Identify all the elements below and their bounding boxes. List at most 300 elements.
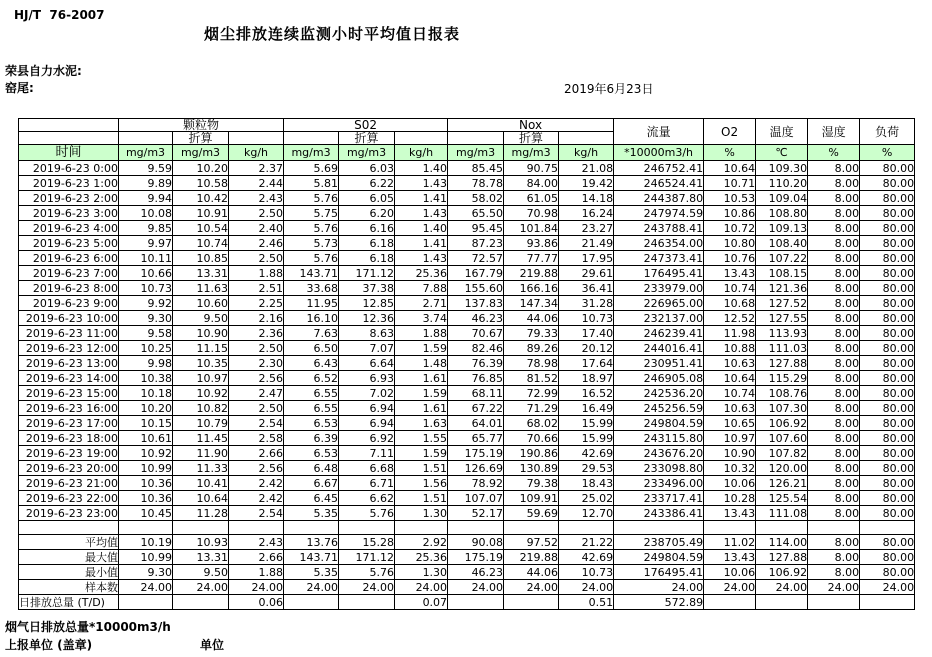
converted-label-nox: 折算 [504, 132, 559, 145]
value-cell: 7.02 [339, 386, 395, 401]
row-label-cell: 2019-6-23 12:00 [19, 341, 119, 356]
value-cell: 12.36 [339, 311, 395, 326]
row-label-cell: 2019-6-23 11:00 [19, 326, 119, 341]
value-cell: 13.31 [173, 550, 229, 565]
table-row [19, 446, 915, 461]
value-cell: 10.71 [704, 176, 756, 191]
value-cell: 2.54 [229, 416, 284, 431]
value-cell: 2.16 [229, 311, 284, 326]
table-row [19, 476, 915, 491]
value-cell: 11.15 [173, 341, 229, 356]
value-cell: 1.41 [395, 236, 448, 251]
value-cell: 115.29 [756, 371, 808, 386]
table-row [19, 236, 915, 251]
value-cell: 243788.41 [614, 221, 704, 236]
flue-gas-total-label: 烟气日排放总量*10000m3/h [5, 620, 171, 634]
value-cell: 10.45 [119, 506, 173, 521]
doc-code: HJ/T 76-2007 [14, 8, 105, 22]
value-cell: 68.02 [504, 416, 559, 431]
value-cell: 10.86 [704, 206, 756, 221]
group-particulate: 颗粒物 [119, 119, 284, 132]
header-blank [229, 132, 284, 145]
value-cell: 107.07 [448, 491, 504, 506]
table-row [19, 356, 915, 371]
value-cell: 84.00 [504, 176, 559, 191]
value-cell: 10.11 [119, 251, 173, 266]
value-cell: 130.89 [504, 461, 559, 476]
value-cell: 16.10 [284, 311, 339, 326]
value-cell: 109.04 [756, 191, 808, 206]
value-cell: 1.51 [395, 491, 448, 506]
value-cell: 8.00 [808, 446, 860, 461]
value-cell: 10.82 [173, 401, 229, 416]
value-cell: 24.00 [614, 580, 704, 595]
row-label-cell: 2019-6-23 21:00 [19, 476, 119, 491]
value-cell: 80.00 [860, 431, 915, 446]
value-cell: 2.50 [229, 251, 284, 266]
header-row-units [19, 145, 915, 161]
value-cell: 7.88 [395, 281, 448, 296]
value-cell: 10.58 [173, 176, 229, 191]
value-cell: 21.49 [559, 236, 614, 251]
value-cell: 5.76 [284, 191, 339, 206]
value-cell: 6.39 [284, 431, 339, 446]
value-cell: 8.00 [808, 311, 860, 326]
value-cell: 6.93 [339, 371, 395, 386]
value-cell: 246239.41 [614, 326, 704, 341]
value-cell: 127.88 [756, 550, 808, 565]
value-cell: 80.00 [860, 550, 915, 565]
value-cell: 80.00 [860, 491, 915, 506]
value-cell: 6.53 [284, 446, 339, 461]
value-cell [173, 595, 229, 610]
value-cell: 6.64 [339, 356, 395, 371]
value-cell: 10.18 [119, 386, 173, 401]
header-blank [448, 132, 504, 145]
value-cell: 6.22 [339, 176, 395, 191]
value-cell: 2.66 [229, 550, 284, 565]
value-cell: 10.53 [704, 191, 756, 206]
value-cell: 11.33 [173, 461, 229, 476]
row-label-cell: 日排放总量 (T/D) [19, 595, 119, 610]
value-cell: 8.00 [808, 476, 860, 491]
value-cell: 5.76 [284, 251, 339, 266]
value-cell: 11.45 [173, 431, 229, 446]
value-cell [448, 595, 504, 610]
table-row [19, 386, 915, 401]
value-cell: 76.85 [448, 371, 504, 386]
value-cell [173, 521, 229, 535]
value-cell: 5.35 [284, 506, 339, 521]
value-cell: 1.63 [395, 416, 448, 431]
row-label-cell: 2019-6-23 7:00 [19, 266, 119, 281]
unit-cell: mg/m3 [504, 145, 559, 161]
value-cell: 109.13 [756, 221, 808, 236]
row-label-cell: 2019-6-23 8:00 [19, 281, 119, 296]
value-cell: 8.00 [808, 535, 860, 550]
value-cell: 246354.00 [614, 236, 704, 251]
value-cell: 219.88 [504, 550, 559, 565]
value-cell: 10.99 [119, 550, 173, 565]
value-cell: 44.06 [504, 311, 559, 326]
value-cell: 10.15 [119, 416, 173, 431]
value-cell: 80.00 [860, 371, 915, 386]
value-cell: 24.00 [504, 580, 559, 595]
value-cell: 10.74 [704, 281, 756, 296]
value-cell: 11.98 [704, 326, 756, 341]
value-cell: 2.92 [395, 535, 448, 550]
value-cell [559, 521, 614, 535]
value-cell: 2.30 [229, 356, 284, 371]
value-cell: 80.00 [860, 565, 915, 580]
value-cell: 37.38 [339, 281, 395, 296]
value-cell: 8.00 [808, 326, 860, 341]
table-row [19, 296, 915, 311]
value-cell: 171.12 [339, 550, 395, 565]
value-cell: 111.08 [756, 506, 808, 521]
value-cell: 61.05 [504, 191, 559, 206]
value-cell: 85.45 [448, 161, 504, 176]
converted-label-so2: 折算 [339, 132, 395, 145]
value-cell [808, 521, 860, 535]
value-cell: 8.00 [808, 236, 860, 251]
value-cell: 10.20 [119, 401, 173, 416]
value-cell: 107.82 [756, 446, 808, 461]
value-cell: 24.00 [860, 580, 915, 595]
value-cell: 46.23 [448, 311, 504, 326]
value-cell: 89.26 [504, 341, 559, 356]
value-cell: 18.43 [559, 476, 614, 491]
value-cell: 109.30 [756, 161, 808, 176]
value-cell: 246752.41 [614, 161, 704, 176]
value-cell: 9.30 [119, 311, 173, 326]
value-cell: 72.57 [448, 251, 504, 266]
value-cell: 6.48 [284, 461, 339, 476]
row-label-cell: 样本数 [19, 580, 119, 595]
value-cell: 8.00 [808, 506, 860, 521]
value-cell: 10.64 [704, 371, 756, 386]
value-cell [395, 521, 448, 535]
table-row [19, 311, 915, 326]
reporting-unit-label: 上报单位 (盖章) [5, 638, 93, 652]
value-cell: 2.42 [229, 491, 284, 506]
value-cell [756, 521, 808, 535]
value-cell: 2.37 [229, 161, 284, 176]
unit-cell: mg/m3 [448, 145, 504, 161]
value-cell: 52.17 [448, 506, 504, 521]
value-cell: 78.78 [448, 176, 504, 191]
value-cell: 59.69 [504, 506, 559, 521]
report-date: 2019年6月23日 [564, 82, 654, 96]
value-cell: 219.88 [504, 266, 559, 281]
value-cell: 126.69 [448, 461, 504, 476]
value-cell [504, 521, 559, 535]
value-cell: 2.51 [229, 281, 284, 296]
value-cell: 5.69 [284, 161, 339, 176]
value-cell: 9.50 [173, 565, 229, 580]
row-label-cell: 2019-6-23 6:00 [19, 251, 119, 266]
value-cell: 10.54 [173, 221, 229, 236]
value-cell: 10.42 [173, 191, 229, 206]
unit-cell: % [860, 145, 915, 161]
value-cell: 17.64 [559, 356, 614, 371]
table-row [19, 206, 915, 221]
table-row [19, 416, 915, 431]
value-cell: 80.00 [860, 446, 915, 461]
value-cell: 13.43 [704, 506, 756, 521]
value-cell: 9.97 [119, 236, 173, 251]
table-row [19, 176, 915, 191]
value-cell: 11.02 [704, 535, 756, 550]
value-cell: 175.19 [448, 446, 504, 461]
group-humidity: 湿度 [808, 119, 860, 145]
value-cell: 8.00 [808, 550, 860, 565]
value-cell: 1.61 [395, 371, 448, 386]
value-cell: 6.71 [339, 476, 395, 491]
value-cell: 6.18 [339, 236, 395, 251]
value-cell: 42.69 [559, 446, 614, 461]
value-cell: 243115.80 [614, 431, 704, 446]
value-cell: 24.00 [229, 580, 284, 595]
value-cell: 80.00 [860, 461, 915, 476]
value-cell: 233717.41 [614, 491, 704, 506]
value-cell: 10.88 [704, 341, 756, 356]
table-row [19, 161, 915, 176]
value-cell: 80.00 [860, 535, 915, 550]
value-cell: 68.11 [448, 386, 504, 401]
value-cell: 78.98 [504, 356, 559, 371]
value-cell: 0.51 [559, 595, 614, 610]
value-cell: 6.55 [284, 401, 339, 416]
value-cell: 11.90 [173, 446, 229, 461]
value-cell: 2.50 [229, 401, 284, 416]
value-cell: 7.07 [339, 341, 395, 356]
summary-row [19, 535, 915, 550]
value-cell: 247974.59 [614, 206, 704, 221]
value-cell: 67.22 [448, 401, 504, 416]
value-cell: 243386.41 [614, 506, 704, 521]
value-cell: 9.59 [119, 161, 173, 176]
value-cell: 8.00 [808, 191, 860, 206]
value-cell: 247373.41 [614, 251, 704, 266]
value-cell: 13.76 [284, 535, 339, 550]
value-cell: 10.64 [704, 161, 756, 176]
value-cell: 10.28 [704, 491, 756, 506]
value-cell: 6.20 [339, 206, 395, 221]
value-cell: 24.00 [119, 580, 173, 595]
value-cell: 72.99 [504, 386, 559, 401]
value-cell: 1.41 [395, 191, 448, 206]
table-row [19, 431, 915, 446]
value-cell [808, 595, 860, 610]
value-cell: 6.16 [339, 221, 395, 236]
value-cell: 246905.08 [614, 371, 704, 386]
header-row-groups [19, 119, 915, 132]
value-cell: 80.00 [860, 506, 915, 521]
value-cell: 25.36 [395, 266, 448, 281]
value-cell: 79.38 [504, 476, 559, 491]
value-cell: 9.94 [119, 191, 173, 206]
value-cell: 10.20 [173, 161, 229, 176]
value-cell: 16.52 [559, 386, 614, 401]
value-cell: 70.98 [504, 206, 559, 221]
value-cell: 8.00 [808, 221, 860, 236]
value-cell: 167.79 [448, 266, 504, 281]
page-title: 烟尘排放连续监测小时平均值日报表 [204, 25, 461, 43]
value-cell: 9.30 [119, 565, 173, 580]
value-cell: 2.40 [229, 221, 284, 236]
value-cell: 2.71 [395, 296, 448, 311]
value-cell: 107.22 [756, 251, 808, 266]
value-cell: 80.00 [860, 266, 915, 281]
table-row [19, 461, 915, 476]
value-cell: 77.77 [504, 251, 559, 266]
value-cell: 31.28 [559, 296, 614, 311]
value-cell: 10.63 [704, 356, 756, 371]
value-cell: 1.59 [395, 386, 448, 401]
value-cell: 109.91 [504, 491, 559, 506]
table-row [19, 491, 915, 506]
value-cell: 65.50 [448, 206, 504, 221]
value-cell: 10.61 [119, 431, 173, 446]
value-cell: 17.40 [559, 326, 614, 341]
value-cell: 175.19 [448, 550, 504, 565]
value-cell: 24.00 [173, 580, 229, 595]
value-cell: 8.00 [808, 296, 860, 311]
value-cell: 80.00 [860, 356, 915, 371]
value-cell: 9.92 [119, 296, 173, 311]
value-cell: 2.46 [229, 236, 284, 251]
value-cell: 2.44 [229, 176, 284, 191]
header-blank [19, 119, 119, 132]
value-cell: 1.88 [229, 565, 284, 580]
value-cell: 9.89 [119, 176, 173, 191]
value-cell: 2.56 [229, 461, 284, 476]
value-cell: 190.86 [504, 446, 559, 461]
value-cell: 1.55 [395, 431, 448, 446]
value-cell: 10.38 [119, 371, 173, 386]
group-o2: O2 [704, 119, 756, 145]
group-temperature: 温度 [756, 119, 808, 145]
value-cell: 21.22 [559, 535, 614, 550]
value-cell [339, 521, 395, 535]
table-row [19, 266, 915, 281]
value-cell: 24.00 [704, 580, 756, 595]
value-cell: 80.00 [860, 251, 915, 266]
unit-cell: ℃ [756, 145, 808, 161]
value-cell: 25.02 [559, 491, 614, 506]
value-cell: 10.80 [704, 236, 756, 251]
value-cell: 24.00 [284, 580, 339, 595]
summary-row [19, 595, 915, 610]
value-cell [229, 521, 284, 535]
value-cell: 127.88 [756, 356, 808, 371]
value-cell: 238705.49 [614, 535, 704, 550]
value-cell: 7.11 [339, 446, 395, 461]
header-blank [19, 132, 119, 145]
value-cell: 137.83 [448, 296, 504, 311]
value-cell: 2.42 [229, 476, 284, 491]
value-cell: 90.08 [448, 535, 504, 550]
value-cell [860, 595, 915, 610]
value-cell: 1.30 [395, 565, 448, 580]
value-cell: 10.25 [119, 341, 173, 356]
value-cell: 8.00 [808, 161, 860, 176]
value-cell: 1.56 [395, 476, 448, 491]
value-cell: 171.12 [339, 266, 395, 281]
value-cell: 176495.41 [614, 565, 704, 580]
row-label-cell: 2019-6-23 14:00 [19, 371, 119, 386]
value-cell: 10.06 [704, 476, 756, 491]
group-load: 负荷 [860, 119, 915, 145]
value-cell: 108.40 [756, 236, 808, 251]
value-cell: 10.74 [173, 236, 229, 251]
value-cell: 127.52 [756, 296, 808, 311]
value-cell: 80.00 [860, 341, 915, 356]
value-cell: 6.50 [284, 341, 339, 356]
value-cell: 80.00 [860, 281, 915, 296]
row-label-cell: 2019-6-23 0:00 [19, 161, 119, 176]
value-cell: 10.73 [559, 311, 614, 326]
value-cell: 147.34 [504, 296, 559, 311]
unit-cell: mg/m3 [173, 145, 229, 161]
value-cell: 6.92 [339, 431, 395, 446]
value-cell: 10.06 [704, 565, 756, 580]
value-cell: 243676.20 [614, 446, 704, 461]
value-cell: 1.51 [395, 461, 448, 476]
value-cell: 6.62 [339, 491, 395, 506]
group-nox: Nox [448, 119, 614, 132]
company-name: 荣县自力水泥: [5, 64, 82, 78]
value-cell: 80.00 [860, 326, 915, 341]
value-cell: 1.43 [395, 206, 448, 221]
value-cell: 6.94 [339, 416, 395, 431]
value-cell: 127.55 [756, 311, 808, 326]
table-row [19, 281, 915, 296]
value-cell: 65.77 [448, 431, 504, 446]
value-cell [339, 595, 395, 610]
value-cell: 80.00 [860, 401, 915, 416]
value-cell: 233979.00 [614, 281, 704, 296]
value-cell: 76.39 [448, 356, 504, 371]
value-cell: 8.00 [808, 206, 860, 221]
value-cell: 5.76 [339, 506, 395, 521]
value-cell: 10.73 [119, 281, 173, 296]
value-cell: 572.89 [614, 595, 704, 610]
value-cell: 70.66 [504, 431, 559, 446]
value-cell: 3.74 [395, 311, 448, 326]
value-cell: 8.00 [808, 341, 860, 356]
value-cell: 14.18 [559, 191, 614, 206]
value-cell: 80.00 [860, 161, 915, 176]
unit-label: 单位 [200, 638, 225, 652]
value-cell: 1.59 [395, 446, 448, 461]
value-cell: 143.71 [284, 550, 339, 565]
value-cell [284, 595, 339, 610]
summary-row [19, 580, 915, 595]
value-cell: 108.15 [756, 266, 808, 281]
spacer-row [19, 521, 915, 535]
value-cell: 90.75 [504, 161, 559, 176]
value-cell: 2.36 [229, 326, 284, 341]
value-cell: 82.46 [448, 341, 504, 356]
value-cell: 2.47 [229, 386, 284, 401]
value-cell: 13.43 [704, 266, 756, 281]
value-cell: 8.00 [808, 266, 860, 281]
value-cell: 242536.20 [614, 386, 704, 401]
value-cell: 226965.00 [614, 296, 704, 311]
header-blank [119, 132, 173, 145]
